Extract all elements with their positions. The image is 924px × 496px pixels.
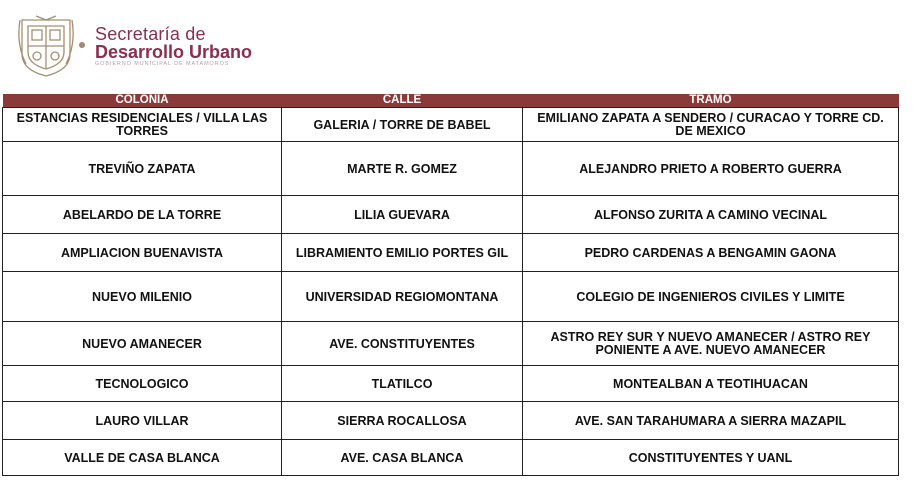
column-header-calle: CALLE (282, 94, 523, 108)
cell-colonia: TREVIÑO ZAPATA (3, 142, 282, 196)
table-row (3, 142, 899, 196)
cell-tramo: COLEGIO DE INGENIEROS CIVILES Y LIMITE (523, 272, 899, 322)
cell-colonia: ESTANCIAS RESIDENCIALES / VILLA LAS TORRES (3, 108, 282, 142)
cell-colonia: TECNOLOGICO (3, 366, 282, 402)
cell-calle: LIBRAMIENTO EMILIO PORTES GIL (282, 234, 523, 272)
table-row (3, 440, 899, 476)
cell-tramo: MONTEALBAN A TEOTIHUACAN (523, 366, 899, 402)
cell-calle: GALERIA / TORRE DE BABEL (282, 108, 523, 142)
column-header-colonia: COLONIA (3, 94, 282, 108)
org-title-line1: Secretaría de (95, 24, 206, 44)
table-row (3, 234, 899, 272)
cell-colonia: NUEVO AMANECER (3, 322, 282, 366)
cell-tramo: AVE. SAN TARAHUMARA A SIERRA MAZAPIL (523, 402, 899, 440)
table-row (3, 108, 899, 142)
cell-tramo: EMILIANO ZAPATA A SENDERO / CURACAO Y TORRE CD. DE MEXICO (523, 108, 899, 142)
coat-of-arms-icon (18, 14, 74, 78)
cell-colonia: VALLE DE CASA BLANCA (3, 440, 282, 476)
cell-tramo: ASTRO REY SUR Y NUEVO AMANECER / ASTRO REY PONIENTE A AVE. NUEVO AMANECER (523, 322, 899, 366)
cell-calle: TLATILCO (282, 366, 523, 402)
table-row (3, 196, 899, 234)
cell-colonia: NUEVO MILENIO (3, 272, 282, 322)
streets-table-container (2, 94, 898, 476)
separator-dot (79, 42, 85, 48)
org-title-line2: Desarrollo Urbano (95, 42, 253, 62)
cell-tramo: ALFONSO ZURITA A CAMINO VECINAL (523, 196, 899, 234)
cell-colonia: AMPLIACION BUENAVISTA (3, 234, 282, 272)
page-header (0, 0, 924, 92)
cell-tramo: CONSTITUYENTES Y UANL (523, 440, 899, 476)
cell-calle: UNIVERSIDAD REGIOMONTANA (282, 272, 523, 322)
table-row (3, 366, 899, 402)
cell-colonia: ABELARDO DE LA TORRE (3, 196, 282, 234)
org-subtitle: GOBIERNO MUNICIPAL DE MATAMOROS (95, 61, 230, 67)
column-header-tramo: TRAMO (523, 94, 899, 108)
cell-colonia: LAURO VILLAR (3, 402, 282, 440)
table-row (3, 272, 899, 322)
table-header-row (3, 94, 899, 108)
cell-calle: AVE. CASA BLANCA (282, 440, 523, 476)
streets-table (2, 94, 899, 476)
table-row (3, 402, 899, 440)
table-row (3, 322, 899, 366)
cell-calle: MARTE R. GOMEZ (282, 142, 523, 196)
cell-tramo: ALEJANDRO PRIETO A ROBERTO GUERRA (523, 142, 899, 196)
cell-calle: AVE. CONSTITUYENTES (282, 322, 523, 366)
cell-tramo: PEDRO CARDENAS A BENGAMIN GAONA (523, 234, 899, 272)
cell-calle: LILIA GUEVARA (282, 196, 523, 234)
cell-calle: SIERRA ROCALLOSA (282, 402, 523, 440)
